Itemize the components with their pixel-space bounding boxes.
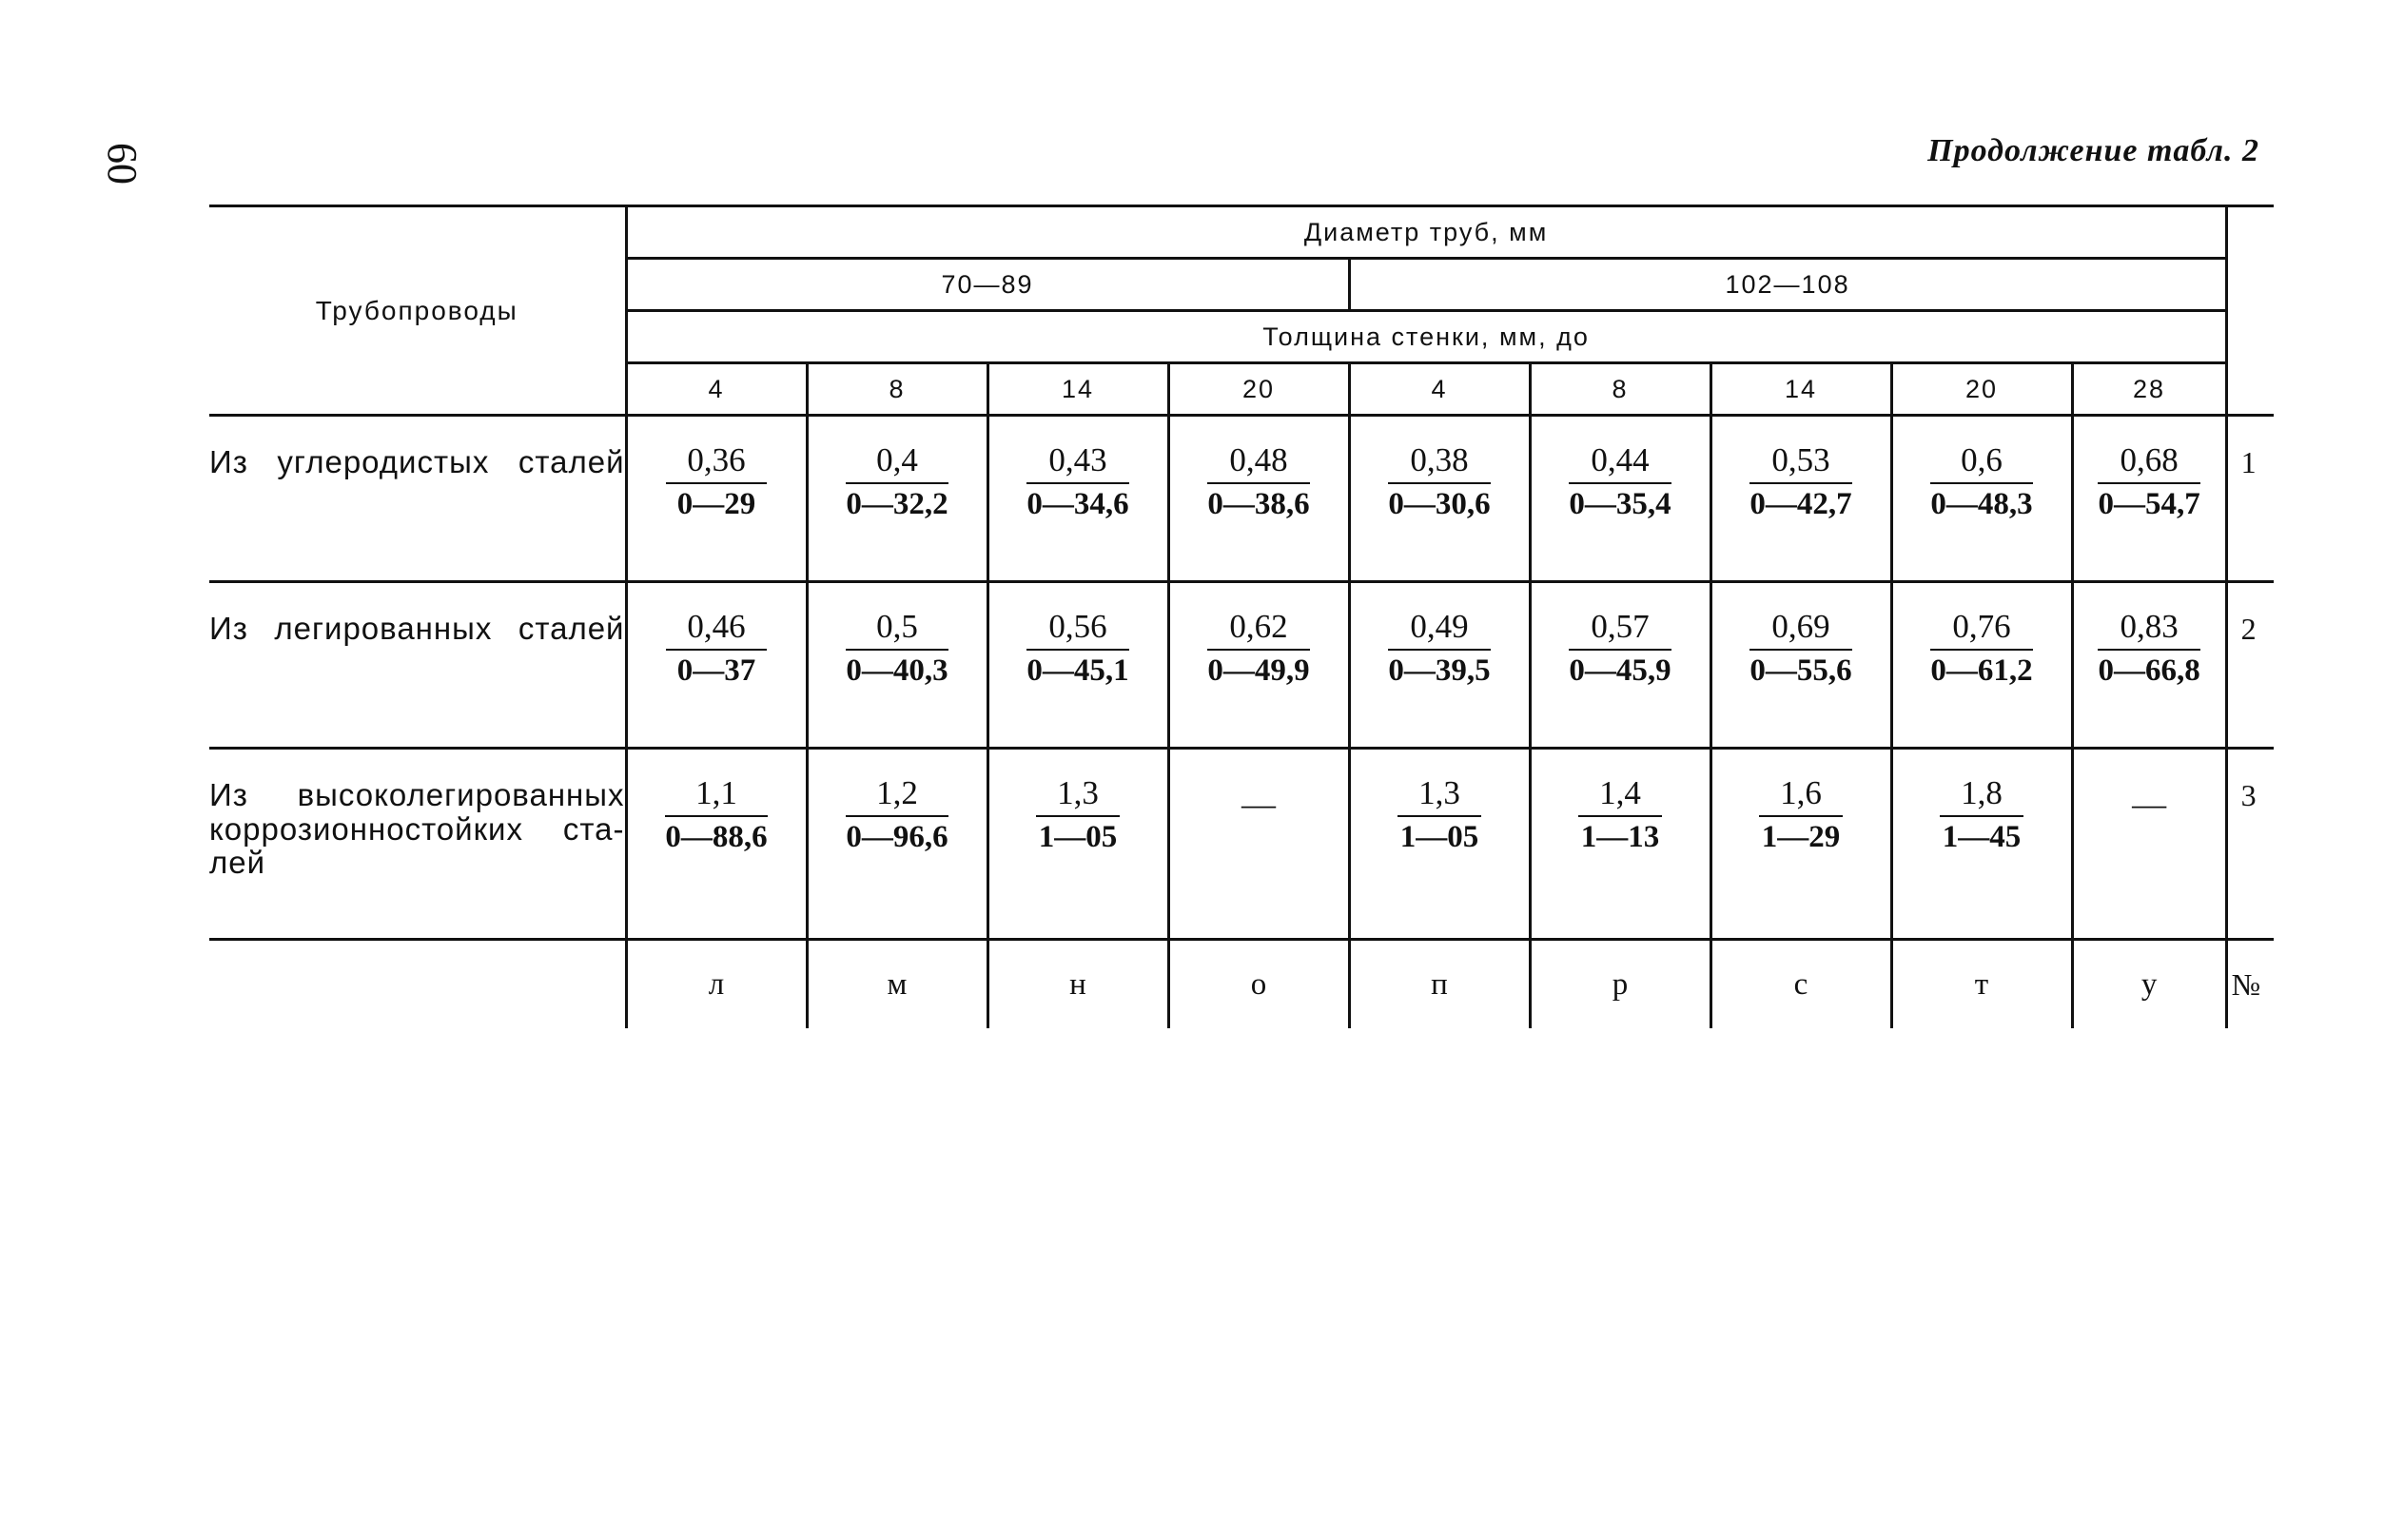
value-numerator: 0,76 (1930, 610, 2032, 651)
column-letter: п (1349, 940, 1530, 1029)
no-value-dash: — (1241, 785, 1276, 823)
data-table-wrapper (209, 205, 2261, 1028)
table-row (209, 582, 2274, 749)
value-denominator: 0—40,3 (846, 653, 948, 688)
data-table (209, 205, 2274, 1028)
diameter-group-70-89: 70—89 (626, 259, 1349, 311)
column-letter: о (1168, 940, 1349, 1029)
wall-value: 8 (807, 363, 987, 416)
value-numerator: 0,69 (1749, 610, 1851, 651)
value-numerator: 0,5 (846, 610, 948, 651)
value-denominator: 0—45,9 (1569, 653, 1671, 688)
value-denominator: 0—39,5 (1388, 653, 1491, 688)
value-cell (1168, 582, 1349, 749)
value-cell (807, 416, 987, 582)
value-cell (626, 416, 807, 582)
value-numerator: 0,56 (1026, 610, 1128, 651)
value-denominator: 0—32,2 (846, 486, 948, 521)
wall-value: 20 (1891, 363, 2072, 416)
value-numerator: 1,2 (846, 776, 948, 817)
value-denominator: 0—55,6 (1749, 653, 1852, 688)
wall-value: 20 (1168, 363, 1349, 416)
value-cell-empty (2072, 749, 2226, 940)
value-numerator: 0,43 (1026, 443, 1128, 484)
value-cell (1891, 749, 2072, 940)
column-letter: у (2072, 940, 2226, 1029)
value-numerator: 0,57 (1569, 610, 1671, 651)
number-sign: № (2231, 966, 2261, 1002)
column-letter: т (1891, 940, 2072, 1029)
table-row (209, 749, 2274, 940)
value-numerator: 1,3 (1036, 776, 1120, 817)
value-numerator: 0,44 (1569, 443, 1671, 484)
row-label: Из легированных сталей (209, 582, 626, 749)
value-cell (1710, 749, 1891, 940)
wall-thickness-header: Толщина стенки, мм, до (626, 311, 2226, 363)
row-label-line: лей (209, 845, 266, 881)
value-cell (1710, 416, 1891, 582)
column-letter: р (1530, 940, 1710, 1029)
table-row (209, 416, 2274, 582)
value-denominator: 0—66,8 (2098, 653, 2200, 688)
value-numerator: 1,1 (665, 776, 767, 817)
value-cell (1891, 416, 2072, 582)
value-cell (1530, 749, 1710, 940)
footer-blank (209, 940, 626, 1029)
value-cell (1349, 749, 1530, 940)
value-cell (1891, 582, 2072, 749)
value-denominator: 0—38,6 (1207, 486, 1310, 521)
value-denominator: 0—49,9 (1207, 653, 1310, 688)
value-denominator: 0—61,2 (1930, 653, 2033, 688)
value-cell (2072, 416, 2226, 582)
value-numerator: 1,8 (1940, 776, 2023, 817)
value-denominator: 1—13 (1580, 819, 1660, 854)
column-letter: м (807, 940, 987, 1029)
value-cell (987, 749, 1168, 940)
value-numerator: 0,83 (2098, 610, 2199, 651)
value-numerator: 0,48 (1207, 443, 1309, 484)
wall-value: 14 (987, 363, 1168, 416)
wall-value: 4 (626, 363, 807, 416)
value-numerator: 0,53 (1749, 443, 1851, 484)
value-cell (1710, 582, 1891, 749)
value-denominator: 0—37 (676, 653, 756, 688)
wall-value: 8 (1530, 363, 1710, 416)
value-denominator: 1—05 (1038, 819, 1118, 854)
value-numerator: 0,38 (1388, 443, 1490, 484)
value-numerator: 0,46 (666, 610, 766, 651)
row-label (209, 749, 626, 940)
no-value-dash: — (2132, 785, 2167, 823)
value-numerator: 0,49 (1388, 610, 1490, 651)
value-cell (1530, 582, 1710, 749)
value-cell (1349, 416, 1530, 582)
value-cell (626, 749, 807, 940)
value-numerator: 1,3 (1397, 776, 1481, 817)
value-numerator: 0,62 (1207, 610, 1309, 651)
value-cell (1349, 582, 1530, 749)
value-denominator: 0—29 (676, 486, 756, 521)
value-cell (807, 749, 987, 940)
table-caption: Продолжение табл. 2 (1927, 133, 2259, 168)
value-denominator: 0—30,6 (1388, 486, 1491, 521)
value-denominator: 1—45 (1942, 819, 2022, 854)
value-numerator: 1,6 (1759, 776, 1843, 817)
value-cell-empty (1168, 749, 1349, 940)
row-number: 2 (2226, 582, 2274, 749)
value-denominator: 0—48,3 (1930, 486, 2033, 521)
wall-value: 14 (1710, 363, 1891, 416)
value-cell (626, 582, 807, 749)
page-number: 60 (99, 143, 146, 185)
value-cell (1168, 416, 1349, 582)
value-denominator: 1—05 (1399, 819, 1479, 854)
row-number: 1 (2226, 416, 2274, 582)
column-letter: л (626, 940, 807, 1029)
row-label: Из углеродистых сталей (209, 416, 626, 582)
row-label-line: Из высоколегированных (209, 777, 625, 812)
diameter-group-102-108: 102—108 (1349, 259, 2226, 311)
value-numerator: 1,4 (1578, 776, 1662, 817)
wall-value: 4 (1349, 363, 1530, 416)
value-denominator: 0—96,6 (846, 819, 948, 854)
pipelines-header: Трубопроводы (209, 206, 626, 416)
row-number: 3 (2226, 749, 2274, 940)
value-denominator: 0—88,6 (665, 819, 768, 854)
column-letters-row (209, 940, 2274, 1029)
column-letter: с (1710, 940, 1891, 1029)
value-denominator: 0—54,7 (2098, 486, 2200, 521)
value-cell (987, 582, 1168, 749)
value-cell (807, 582, 987, 749)
number-column-header (2226, 206, 2274, 416)
value-denominator: 1—29 (1761, 819, 1841, 854)
value-numerator: 0,6 (1930, 443, 2032, 484)
value-denominator: 0—35,4 (1569, 486, 1671, 521)
value-cell (987, 416, 1168, 582)
value-numerator: 0,4 (846, 443, 948, 484)
diameter-header: Диаметр труб, мм (626, 206, 2226, 259)
value-cell (2072, 582, 2226, 749)
column-letter: н (987, 940, 1168, 1029)
value-cell (1530, 416, 1710, 582)
value-numerator: 0,36 (666, 443, 766, 484)
value-denominator: 0—45,1 (1026, 653, 1129, 688)
value-numerator: 0,68 (2098, 443, 2199, 484)
wall-value: 28 (2072, 363, 2226, 416)
value-denominator: 0—42,7 (1749, 486, 1852, 521)
value-denominator: 0—34,6 (1026, 486, 1129, 521)
row-label-line: коррозионностойких ста- (209, 810, 625, 847)
